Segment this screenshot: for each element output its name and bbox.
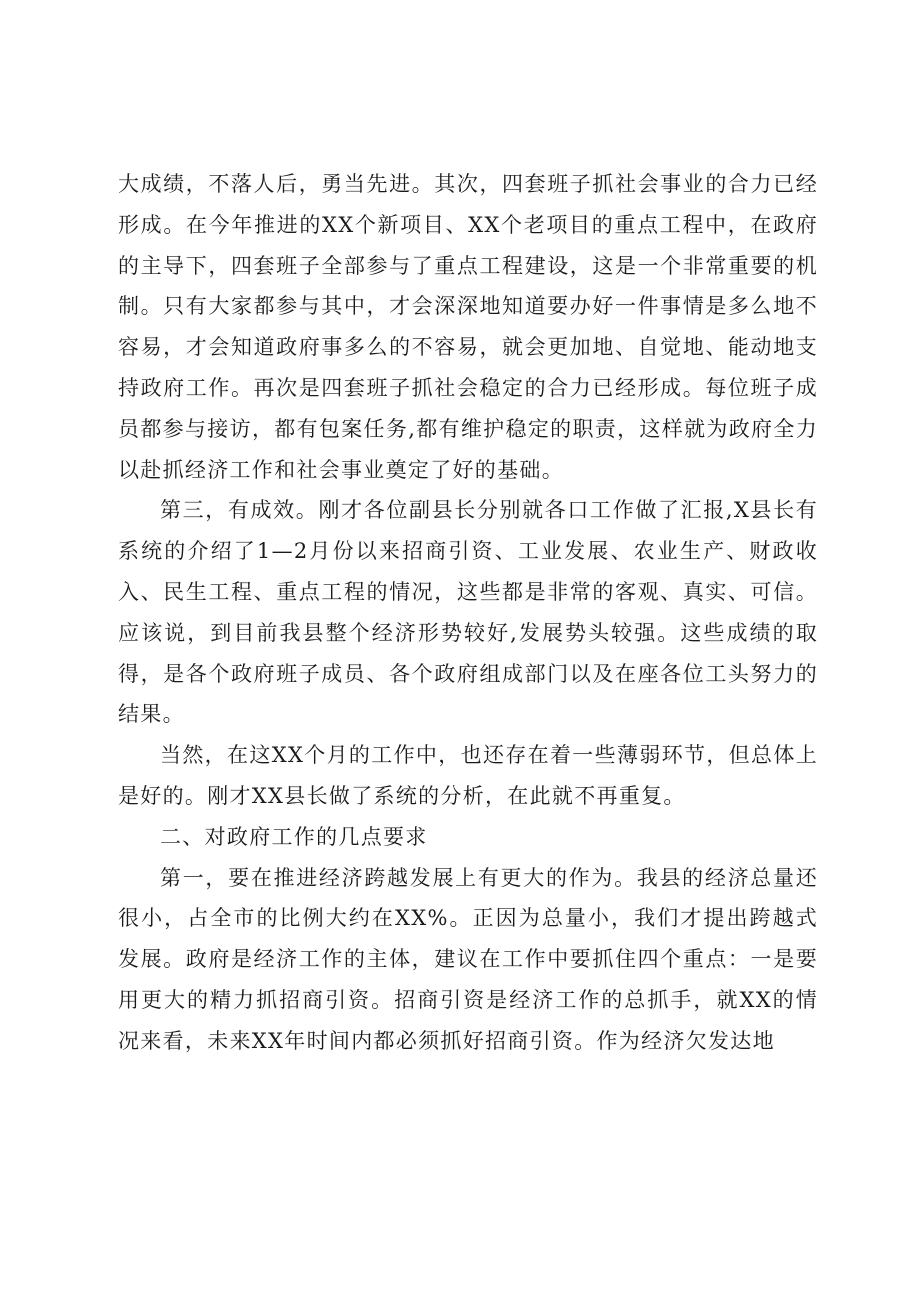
section-heading-requirements: 二、对政府工作的几点要求 [160, 824, 428, 849]
document-body [118, 164, 818, 1062]
paragraph-continuation: 大成绩，不落人后，勇当先进。其次，四套班子抓社会事业的合力已经形成。在今年推进的XX个新项目、XX个老项目的重点工程中，在政府的主导下，四套班子全部参与了重点工程建设，这是一个非常重要的机制。只有大家都参与其中，才会深深地知道要办好一件事情是多么地不容易，才会知道政府事多么的不容易，就会更加地、自觉地、能动地支持政府工作。再次是四套班子抓社会稳定的合力已经形成。每位班子成员都参与接访，都有包案任务,都有维护稳定的职责，这样就为政府全力以赴抓经济工作和社会事业奠定了好的基础。 [118, 172, 818, 482]
paragraph-first-requirement: 第一，要在推进经济跨越发展上有更大的作为。我县的经济总量还很小，占全市的比例大约在XX%。正因为总量小，我们才提出跨越式发展。政府是经济工作的主体，建议在工作中要抓住四个重点：一是要用更大的精力抓招商引资。招商引资是经济工作的总抓手，就XX的情况来看，未来XX年时间内都必须抓好招商引资。作为经济欠发达地 [118, 865, 818, 1053]
paragraph-weak-links: 当然，在这XX个月的工作中，也还存在着一些薄弱环节，但总体上是好的。刚才XX县长做了系统的分析，在此就不再重复。 [118, 743, 818, 808]
paragraph-third-achievement: 第三，有成效。刚才各位副县长分别就各口工作做了汇报,X县长有系统的介绍了1—2月份以来招商引资、工业发展、农业生产、财政收入、民生工程、重点工程的情况，这些都是非常的客观、真实、可信。应该说，到目前我县整个经济形势较好,发展势头较强。这些成绩的取得，是各个政府班子成员、各个政府组成部门以及在座各位工头努力的结果。 [118, 498, 818, 727]
